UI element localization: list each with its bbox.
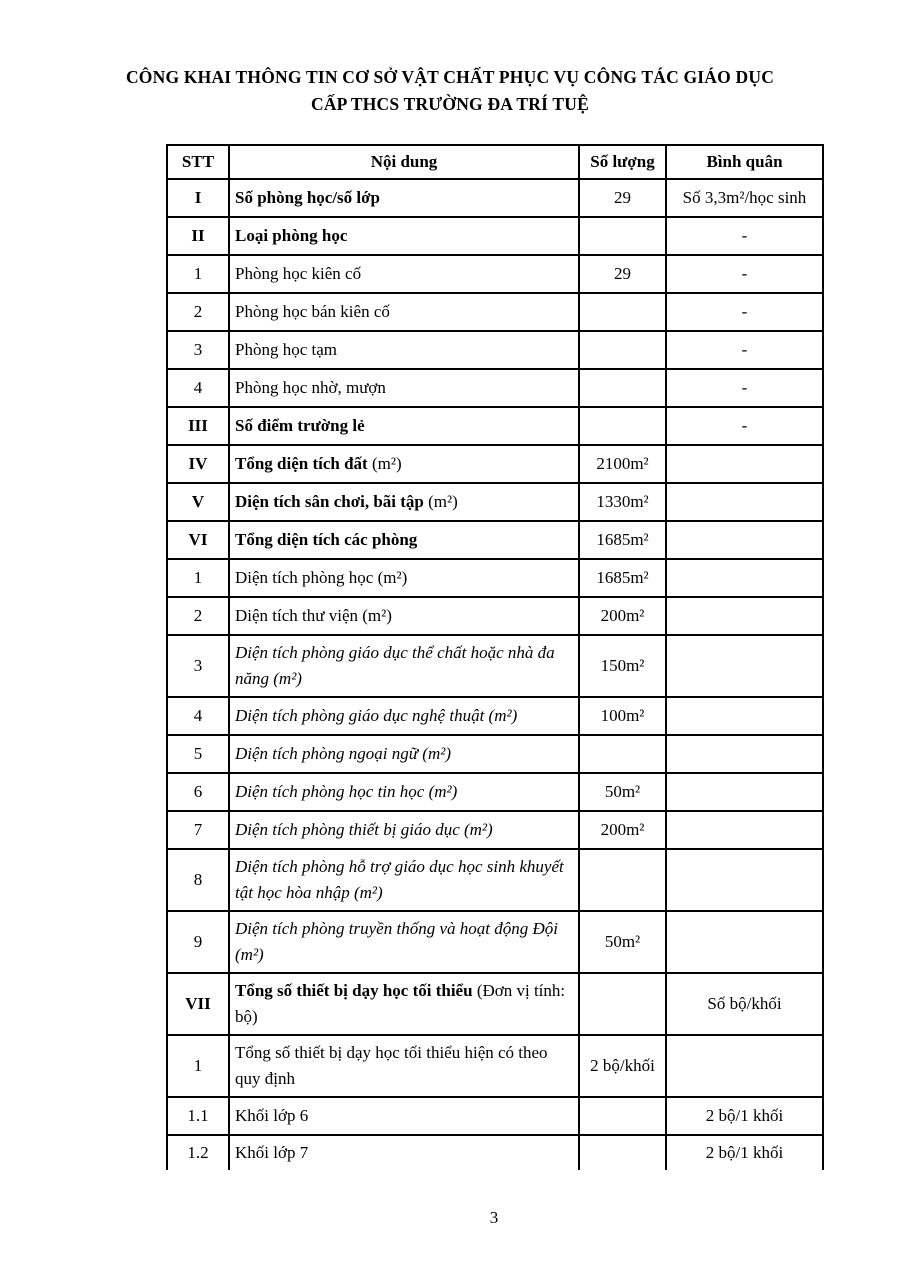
cell-stt: 4: [167, 697, 229, 735]
table-row: [167, 1035, 823, 1097]
cell-quantity: [579, 369, 666, 407]
table-row: [167, 521, 823, 559]
cell-content: [229, 559, 579, 597]
cell-average: [666, 483, 823, 521]
cell-average: [666, 849, 823, 911]
column-header: Bình quân: [666, 145, 823, 179]
cell-average: [666, 597, 823, 635]
cell-stt: 7: [167, 811, 229, 849]
content-label: Phòng học tạm: [235, 340, 337, 359]
content-label: Số điểm trường lẻ: [235, 416, 365, 435]
cell-quantity: 50m²: [579, 773, 666, 811]
content-label: Tổng diện tích đất: [235, 454, 368, 473]
cell-stt: 1: [167, 559, 229, 597]
cell-content: [229, 293, 579, 331]
table-row: [167, 255, 823, 293]
cell-average: -: [666, 217, 823, 255]
table-row: [167, 911, 823, 973]
cell-stt: I: [167, 179, 229, 217]
cell-stt: 9: [167, 911, 229, 973]
cell-average: [666, 735, 823, 773]
cell-content: [229, 369, 579, 407]
cell-stt: 3: [167, 635, 229, 697]
cell-content: [229, 911, 579, 973]
table-row: [167, 1135, 823, 1170]
cell-content: [229, 735, 579, 773]
cell-average: [666, 811, 823, 849]
column-header: STT: [167, 145, 229, 179]
cell-average: [666, 697, 823, 735]
cell-quantity: [579, 407, 666, 445]
content-label: Khối lớp 6: [235, 1106, 309, 1125]
cell-quantity: [579, 293, 666, 331]
cell-quantity: [579, 331, 666, 369]
cell-content: [229, 849, 579, 911]
content-label: Diện tích phòng truyền thống và hoạt động Đội (m²): [235, 919, 558, 964]
cell-average: [666, 635, 823, 697]
cell-average: Số bộ/khối: [666, 973, 823, 1035]
cell-stt: 5: [167, 735, 229, 773]
content-label: Phòng học kiên cố: [235, 264, 362, 283]
facilities-table: [166, 144, 824, 1170]
cell-content: [229, 483, 579, 521]
cell-quantity: 2100m²: [579, 445, 666, 483]
cell-average: -: [666, 331, 823, 369]
cell-stt: 1: [167, 255, 229, 293]
table-row: [167, 697, 823, 735]
content-suffix: (m²): [423, 492, 458, 511]
page-number: 3: [489, 1208, 499, 1227]
cell-quantity: 50m²: [579, 911, 666, 973]
cell-average: -: [666, 369, 823, 407]
cell-average: 2 bộ/1 khối: [666, 1097, 823, 1135]
cell-average: [666, 445, 823, 483]
cell-content: [229, 973, 579, 1035]
cell-content: [229, 521, 579, 559]
cell-quantity: [579, 217, 666, 255]
page-title: [0, 0, 900, 118]
table-row: [167, 811, 823, 849]
cell-quantity: 29: [579, 179, 666, 217]
cell-stt: 8: [167, 849, 229, 911]
content-label: Diện tích phòng giáo dục thể chất hoặc nhà đa năng (m²): [235, 643, 555, 688]
content-label: Khối lớp 7: [235, 1143, 309, 1162]
content-label: Loại phòng học: [235, 226, 348, 245]
cell-average: [666, 559, 823, 597]
table-row: [167, 331, 823, 369]
table-row: [167, 369, 823, 407]
cell-stt: 1.1: [167, 1097, 229, 1135]
cell-content: [229, 445, 579, 483]
content-label: Tổng số thiết bị dạy học tối thiểu hiện có theo quy định: [235, 1043, 548, 1088]
cell-quantity: [579, 973, 666, 1035]
cell-content: [229, 773, 579, 811]
cell-stt: 3: [167, 331, 229, 369]
cell-content: [229, 597, 579, 635]
cell-content: [229, 407, 579, 445]
table-row: [167, 973, 823, 1035]
content-label: Diện tích sân chơi, bãi tập: [235, 492, 424, 511]
content-label: Diện tích thư viện (m²): [235, 606, 392, 625]
cell-stt: V: [167, 483, 229, 521]
cell-average: [666, 911, 823, 973]
content-label: Tổng diện tích các phòng: [235, 530, 418, 549]
header-row: [167, 145, 823, 179]
table-row: [167, 1097, 823, 1135]
cell-content: [229, 697, 579, 735]
cell-content: [229, 1035, 579, 1097]
cell-average: [666, 1035, 823, 1097]
cell-quantity: 200m²: [579, 597, 666, 635]
cell-stt: 1.2: [167, 1135, 229, 1170]
cell-average: Số 3,3m²/học sinh: [666, 179, 823, 217]
table-row: [167, 773, 823, 811]
cell-average: [666, 773, 823, 811]
cell-stt: 4: [167, 369, 229, 407]
content-label: Phòng học nhờ, mượn: [235, 378, 386, 397]
cell-stt: VI: [167, 521, 229, 559]
cell-content: [229, 811, 579, 849]
cell-quantity: [579, 849, 666, 911]
cell-stt: 6: [167, 773, 229, 811]
cell-content: [229, 217, 579, 255]
cell-stt: 2: [167, 597, 229, 635]
cell-average: -: [666, 407, 823, 445]
cell-content: [229, 179, 579, 217]
table-row: [167, 597, 823, 635]
table-row: [167, 735, 823, 773]
cell-content: [229, 1135, 579, 1170]
cell-content: [229, 635, 579, 697]
cell-quantity: 1685m²: [579, 559, 666, 597]
cell-stt: III: [167, 407, 229, 445]
table-row: [167, 407, 823, 445]
content-label: Tổng số thiết bị dạy học tối thiểu: [235, 981, 473, 1000]
column-header: Số lượng: [579, 145, 666, 179]
table-row: [167, 483, 823, 521]
table-header: [167, 145, 823, 179]
cell-quantity: 100m²: [579, 697, 666, 735]
cell-quantity: 29: [579, 255, 666, 293]
cell-average: [666, 521, 823, 559]
content-label: Diện tích phòng ngoại ngữ (m²): [235, 744, 451, 763]
table-row: [167, 293, 823, 331]
cell-quantity: [579, 1135, 666, 1170]
content-label: Diện tích phòng hỗ trợ giáo dục học sinh khuyết tật học hòa nhập (m²): [235, 857, 564, 902]
table-row: [167, 635, 823, 697]
table-row: [167, 445, 823, 483]
cell-quantity: 150m²: [579, 635, 666, 697]
cell-stt: II: [167, 217, 229, 255]
cell-average: -: [666, 255, 823, 293]
cell-content: [229, 331, 579, 369]
table-row: [167, 179, 823, 217]
cell-stt: 2: [167, 293, 229, 331]
cell-stt: IV: [167, 445, 229, 483]
cell-stt: 1: [167, 1035, 229, 1097]
column-header: Nội dung: [229, 145, 579, 179]
table-row: [167, 559, 823, 597]
cell-content: [229, 1097, 579, 1135]
table-row: [167, 849, 823, 911]
cell-quantity: 2 bộ/khối: [579, 1035, 666, 1097]
cell-quantity: 1330m²: [579, 483, 666, 521]
cell-stt: VII: [167, 973, 229, 1035]
title-line-2: CẤP THCS TRƯỜNG ĐA TRÍ TUỆ: [311, 94, 589, 114]
cell-average: -: [666, 293, 823, 331]
cell-quantity: [579, 1097, 666, 1135]
title-line-1: CÔNG KHAI THÔNG TIN CƠ SỞ VẬT CHẤT PHỤC VỤ CÔNG TÁC GIÁO DỤC: [125, 67, 775, 87]
content-label: Phòng học bán kiên cố: [235, 302, 390, 321]
content-suffix: (m²): [367, 454, 402, 473]
cell-quantity: 1685m²: [579, 521, 666, 559]
content-label: Diện tích phòng học tin học (m²): [235, 782, 458, 801]
content-label: Diện tích phòng giáo dục nghệ thuật (m²): [235, 706, 518, 725]
content-label: Diện tích phòng học (m²): [235, 568, 408, 587]
cell-quantity: 200m²: [579, 811, 666, 849]
content-suffix: (Đơn vị tính: bộ): [235, 981, 566, 1026]
content-label: Diện tích phòng thiết bị giáo dục (m²): [235, 820, 493, 839]
table-row: [167, 217, 823, 255]
content-label: Số phòng học/số lớp: [235, 188, 380, 207]
cell-content: [229, 255, 579, 293]
cell-quantity: [579, 735, 666, 773]
cell-average: 2 bộ/1 khối: [666, 1135, 823, 1170]
